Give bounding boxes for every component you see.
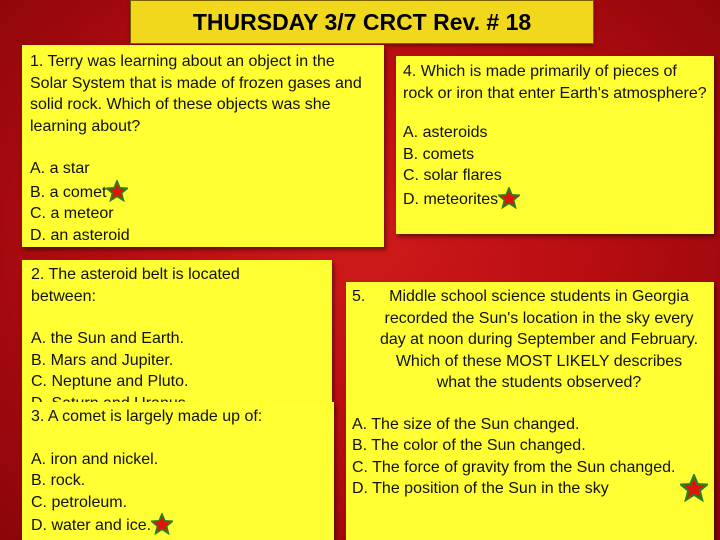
question-3-box bbox=[22, 402, 334, 540]
question-1-text: 1. Terry was learning about an object in the Solar System that is made of frozen gases and solid rock. Which of these objects was she learning about? bbox=[30, 53, 362, 135]
star-icon bbox=[680, 474, 708, 502]
star-icon bbox=[151, 513, 173, 535]
slide-title: THURSDAY 3/7 CRCT Rev. # 18 bbox=[130, 0, 594, 44]
question-5-text: Middle school science students in Georgia recorded the Sun's location in the sky every day at noon during September and February. Which of these MOST LIKELY describes what the students observed? bbox=[379, 288, 699, 391]
question-3-text: 3. A comet is largely made up of: bbox=[31, 408, 263, 425]
question-1-option-d: D. an asteroid bbox=[30, 226, 130, 244]
question-2-option-b: B. Mars and Jupiter. bbox=[31, 351, 174, 369]
star-icon bbox=[106, 180, 128, 202]
question-4-option-c: C. solar flares bbox=[403, 167, 502, 184]
question-4-box bbox=[396, 56, 714, 234]
question-1-option-a: A. a star bbox=[30, 160, 90, 177]
question-5-number: 5. bbox=[352, 288, 366, 305]
question-3-option-c: C. petroleum. bbox=[31, 493, 128, 511]
question-5-option-b: B. The color of the Sun changed. bbox=[352, 437, 586, 454]
question-3-option-b: B. rock. bbox=[31, 472, 86, 489]
question-2-option-a: A. the Sun and Earth. bbox=[31, 330, 184, 347]
question-4-option-a: A. asteroids bbox=[403, 124, 488, 141]
question-1-option-b: B. a comet bbox=[30, 180, 376, 204]
question-2-box bbox=[22, 260, 332, 410]
question-4-option-b: B. comets bbox=[403, 145, 475, 163]
question-5-box bbox=[346, 282, 714, 540]
question-1-box bbox=[22, 45, 384, 247]
question-1-option-c: C. a meteor bbox=[30, 205, 114, 222]
question-3-option-a: A. iron and nickel. bbox=[31, 450, 159, 468]
question-3-option-d: D. water and ice. bbox=[31, 513, 325, 537]
question-4-text: 4. Which is made primarily of pieces of rock or iron that enter Earth's atmosphere? bbox=[403, 63, 707, 102]
question-4-option-d: D. meteorites bbox=[403, 187, 707, 211]
star-icon bbox=[498, 187, 520, 209]
question-5-option-c: C. The force of gravity from the Sun changed. bbox=[352, 458, 676, 476]
question-2-option-c: C. Neptune and Pluto. bbox=[31, 373, 189, 390]
question-2-text: 2. The asteroid belt is located between: bbox=[31, 266, 240, 305]
question-5-option-d: D. The position of the Sun in the sky bbox=[352, 480, 609, 497]
question-5-option-a: A. The size of the Sun changed. bbox=[352, 415, 580, 433]
